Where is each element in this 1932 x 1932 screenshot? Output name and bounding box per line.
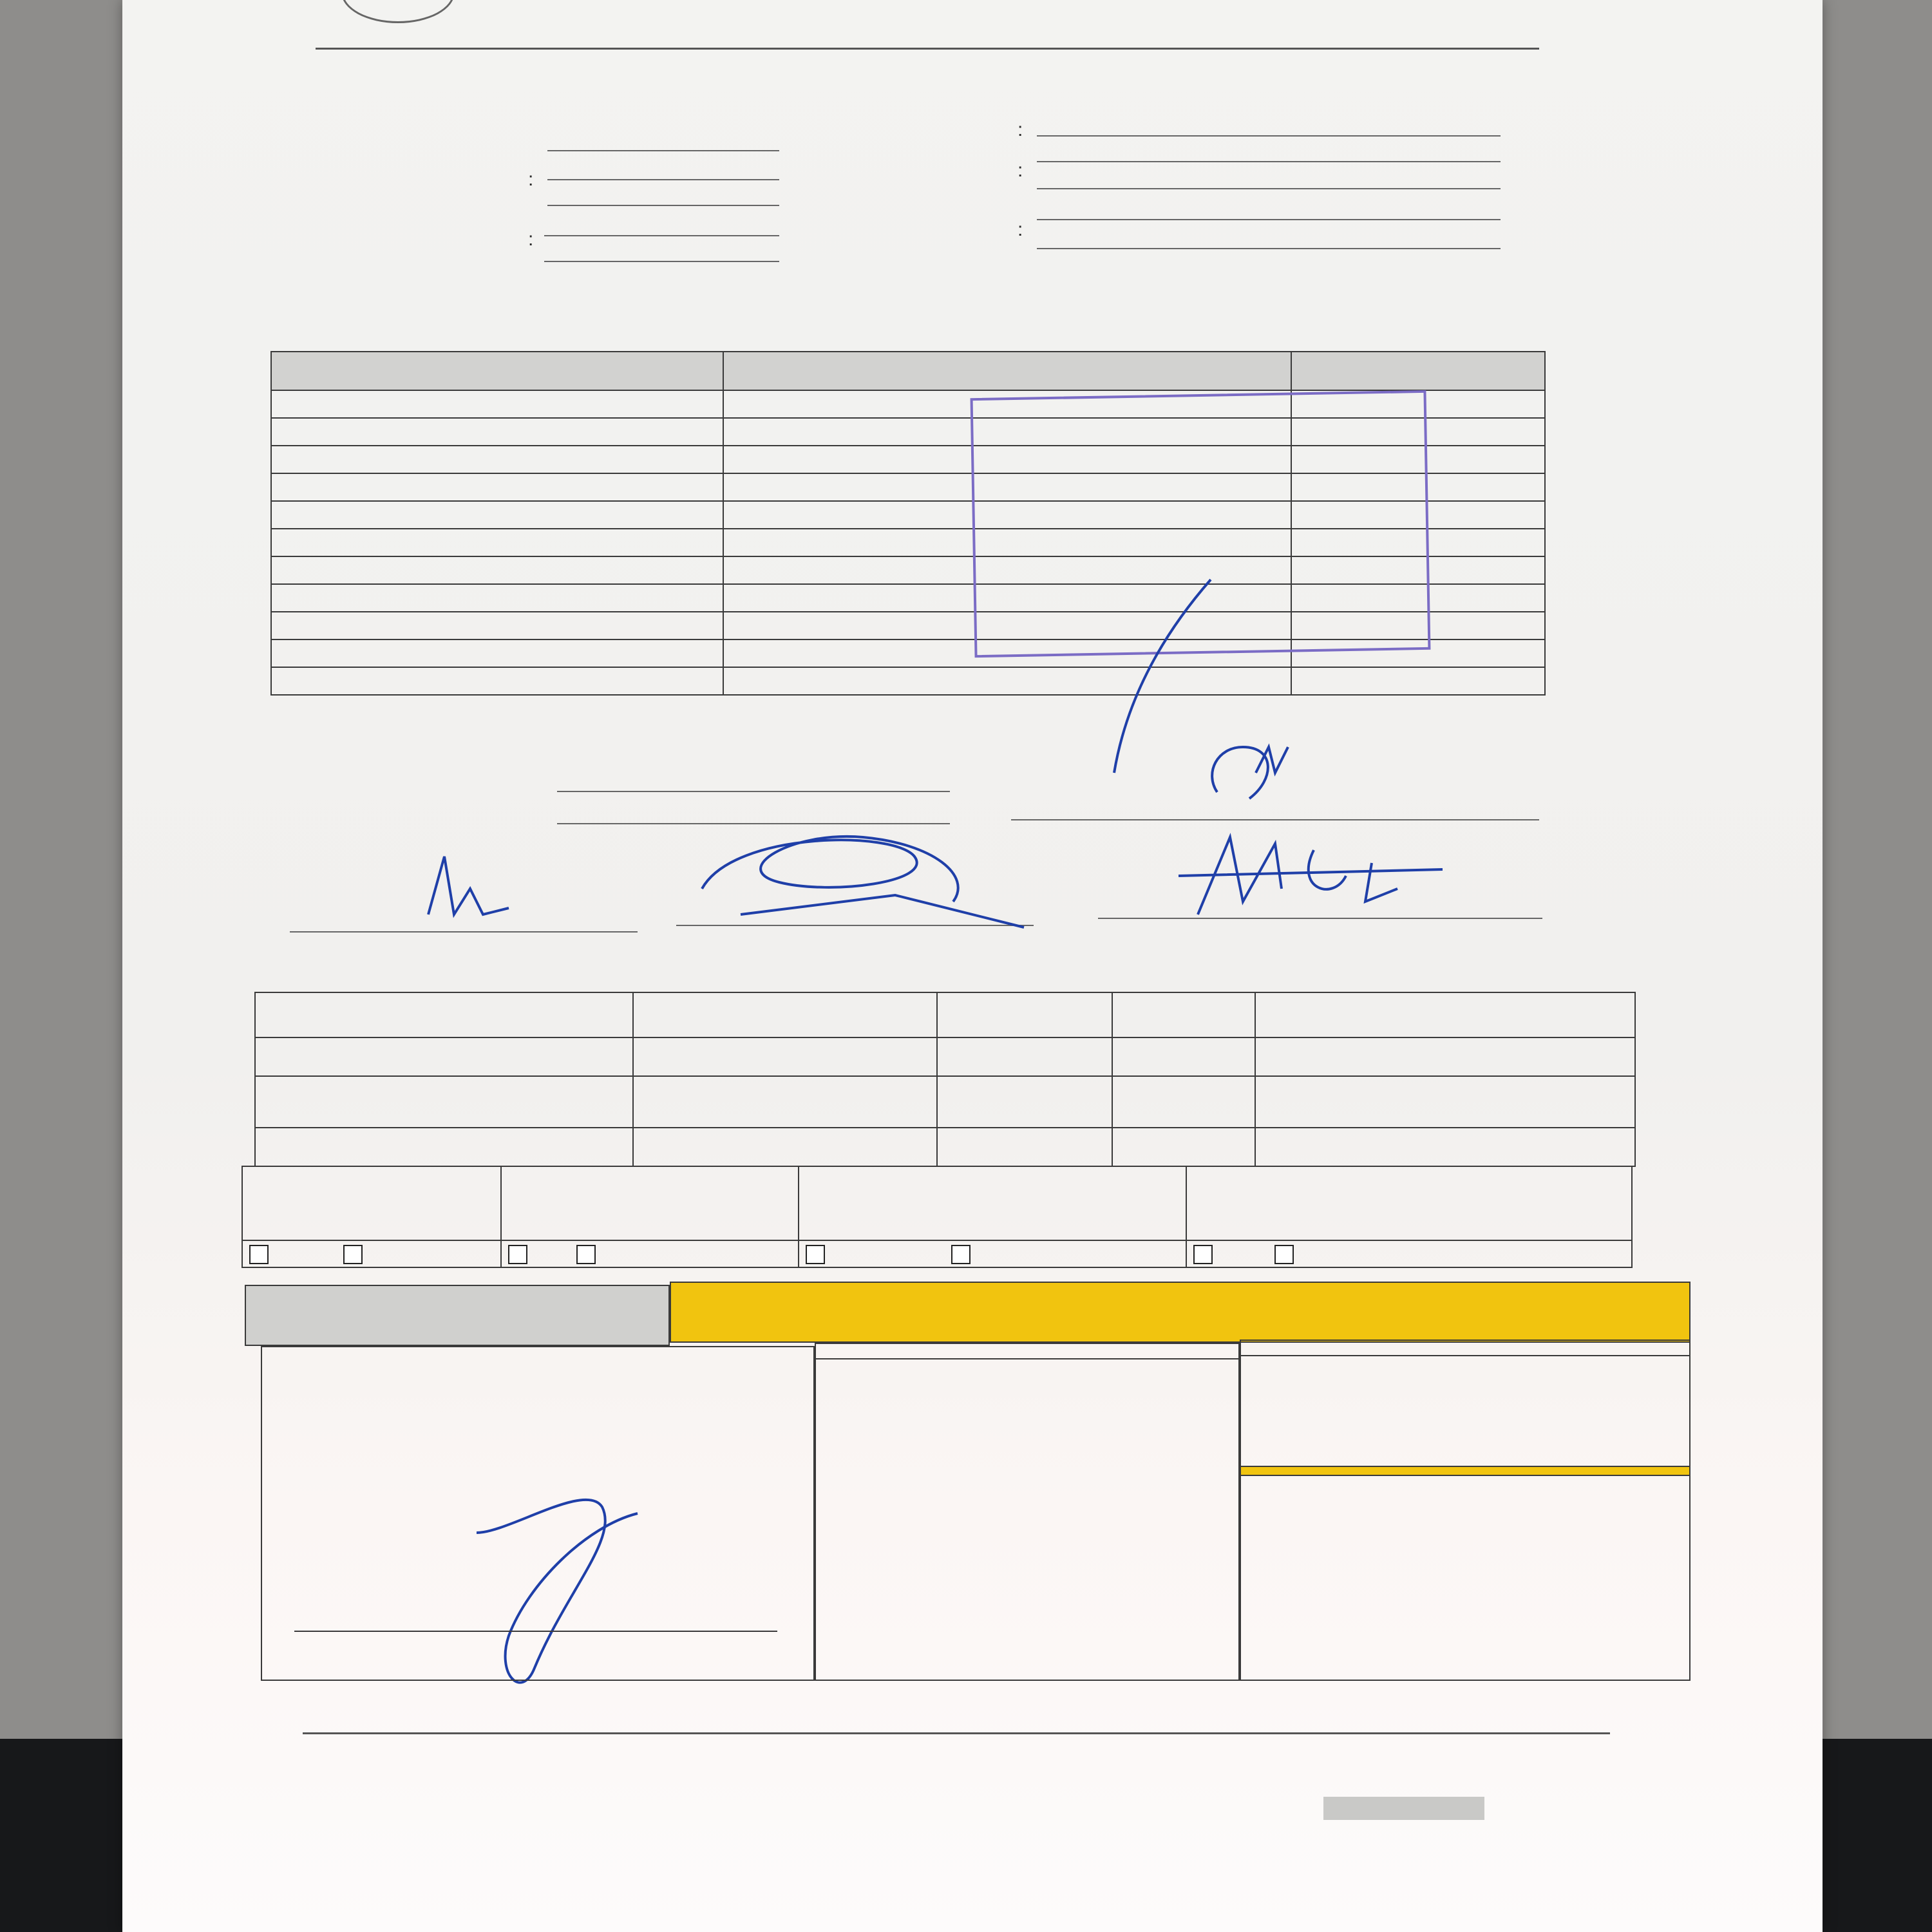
checkbox-icon bbox=[806, 1245, 825, 1264]
odometer-in-label bbox=[1255, 1076, 1635, 1128]
trip-details-table bbox=[254, 992, 1636, 1167]
footer-rule bbox=[303, 1732, 1610, 1734]
trip-row-2 bbox=[255, 1076, 1635, 1128]
odometer-out-value[interactable] bbox=[1255, 1037, 1635, 1076]
rating-options bbox=[1241, 1356, 1689, 1466]
colon: : bbox=[1018, 160, 1023, 181]
question-call-time bbox=[242, 1166, 501, 1240]
comments-title bbox=[1241, 1466, 1689, 1476]
trip-row-2-values bbox=[255, 1128, 1635, 1166]
arrival-time-in bbox=[1112, 1076, 1255, 1128]
condition-before-value[interactable] bbox=[633, 1037, 937, 1076]
answer-accident bbox=[799, 1240, 1186, 1267]
no-checkbox[interactable] bbox=[1274, 1244, 1299, 1264]
trip-row-1-values bbox=[255, 1037, 1635, 1076]
fuel-balanced-value[interactable] bbox=[937, 1128, 1112, 1166]
fuel-balanced bbox=[937, 1076, 1112, 1128]
checkbox-icon bbox=[576, 1245, 596, 1264]
trip-issued-label bbox=[255, 992, 633, 1037]
requesting-signature bbox=[1114, 580, 1288, 799]
comments-field[interactable] bbox=[1241, 1476, 1689, 1618]
driver-box bbox=[261, 1346, 815, 1681]
head-party-banner bbox=[670, 1282, 1690, 1343]
vehicle-condition-after bbox=[633, 1076, 937, 1128]
trip-issued-value[interactable] bbox=[255, 1037, 633, 1076]
questions-table bbox=[242, 1166, 1633, 1268]
date-returned-value[interactable] bbox=[255, 1128, 633, 1166]
recommended-signature bbox=[702, 837, 1024, 927]
colon: : bbox=[528, 229, 534, 250]
checkbox-icon bbox=[249, 1245, 269, 1264]
driver-header bbox=[245, 1285, 670, 1346]
service-satisfaction-box bbox=[815, 1343, 1240, 1681]
yes-checkbox[interactable] bbox=[508, 1244, 533, 1264]
departure-time-out bbox=[1112, 992, 1255, 1037]
colon: : bbox=[1018, 219, 1023, 240]
driver-rating-box bbox=[1240, 1340, 1690, 1681]
no-checkbox[interactable] bbox=[951, 1244, 976, 1264]
no-checkbox[interactable] bbox=[576, 1244, 601, 1264]
questions-row bbox=[242, 1166, 1632, 1240]
service-title bbox=[816, 1353, 1238, 1359]
time-out-value[interactable] bbox=[1112, 1037, 1255, 1076]
question-accident bbox=[799, 1166, 1186, 1240]
approved-signature bbox=[1179, 837, 1443, 914]
odometer-out-label bbox=[1255, 992, 1635, 1037]
yes-checkbox[interactable] bbox=[1193, 1244, 1218, 1264]
answer-fuel-purchase bbox=[501, 1240, 799, 1267]
colon: : bbox=[528, 169, 534, 190]
time-in-value[interactable] bbox=[1112, 1128, 1255, 1166]
checkbox-icon bbox=[1274, 1245, 1294, 1264]
yes-checkbox[interactable] bbox=[806, 1244, 830, 1264]
trip-row-1 bbox=[255, 992, 1635, 1037]
checkbox-icon bbox=[951, 1245, 971, 1264]
fuel-issued-value[interactable] bbox=[937, 1037, 1112, 1076]
checkbox-icon bbox=[508, 1245, 527, 1264]
trip-ticket-paper bbox=[122, 0, 1823, 1932]
odometer-in-value[interactable] bbox=[1255, 1128, 1635, 1166]
date-returned-label bbox=[255, 1076, 633, 1128]
yes-checkbox[interactable] bbox=[249, 1244, 274, 1264]
question-other-use bbox=[1186, 1166, 1632, 1240]
dispatched-signature bbox=[428, 857, 509, 914]
vehicle-condition-before bbox=[633, 992, 937, 1037]
condition-after-value[interactable] bbox=[633, 1128, 937, 1166]
no-checkbox[interactable] bbox=[343, 1244, 368, 1264]
answer-call-time bbox=[242, 1240, 501, 1267]
checkbox-icon bbox=[1193, 1245, 1213, 1264]
answer-other-use bbox=[1186, 1240, 1632, 1267]
fuel-issued bbox=[937, 992, 1112, 1037]
form-number-box[interactable] bbox=[1323, 1797, 1484, 1820]
colon: : bbox=[1018, 119, 1023, 140]
rating-title bbox=[1241, 1350, 1689, 1356]
checkbox-icon bbox=[343, 1245, 363, 1264]
driver-caption bbox=[294, 1631, 777, 1634]
question-fuel-purchase bbox=[501, 1166, 799, 1240]
answers-row bbox=[242, 1240, 1632, 1267]
